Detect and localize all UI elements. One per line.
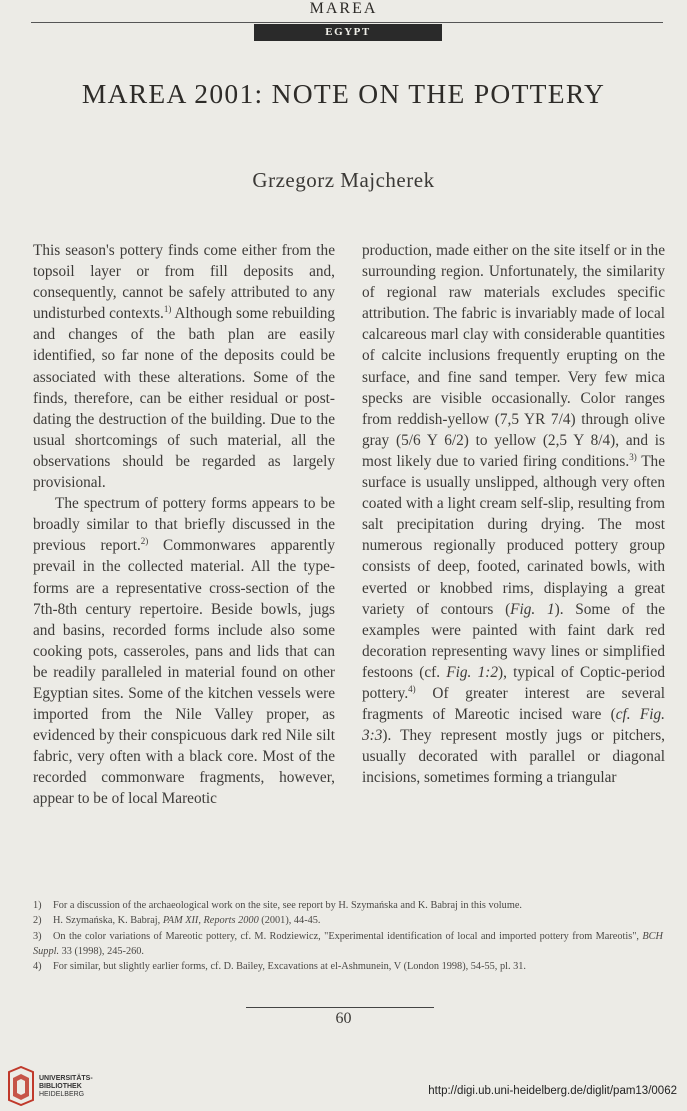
library-name-line: UNIVERSITÄTS- xyxy=(39,1075,93,1082)
figure-ref[interactable]: Fig. 1 xyxy=(510,600,555,618)
text-run: ). They represent mostly jugs or pitchers, usually decorated with parallel or diagonal incisions, sometimes forming a triangular xyxy=(362,727,665,787)
footnote-text: 33 (1998), 245-260. xyxy=(59,945,144,957)
article-author: Grzegorz Majcherek xyxy=(252,168,435,192)
footnote-text: H. Szymańska, K. Babraj, xyxy=(53,915,163,927)
university-library-logo-icon xyxy=(6,1066,36,1106)
footnote-ref[interactable]: 2) xyxy=(140,536,149,547)
paragraph xyxy=(33,493,335,809)
paragraph xyxy=(33,240,335,493)
library-name xyxy=(39,1075,93,1099)
footnote xyxy=(33,898,663,913)
text-run: Commonwares apparently prevail in the collected material. All the type-forms are a representative cross-section of the 7th-8th century repertoire. Beside bowls, jugs and basins, recorded forms include also some cooking pots, casseroles, pans and lids that can be readily paralleled in material found on other Egyptian sites. Some of the kitchen vessels were imported from the Nile Valley proper, as evidenced by their conspicuous dark red Nile silt fabric, very often with a black core. Most of the recorded commonware fragments, however, appear to be of local Mareotic xyxy=(33,537,335,808)
article-title: MAREA 2001: NOTE ON THE POTTERY xyxy=(81,78,606,109)
page-number: 60 xyxy=(335,1010,352,1027)
footnote-number: 2) xyxy=(33,915,42,927)
footnote-number: 1) xyxy=(33,900,42,911)
text-run: Of greater interest are several fragments of Mareotic incised ware ( xyxy=(362,684,665,724)
footnote xyxy=(33,913,663,928)
footer-rule xyxy=(246,1007,434,1008)
library-name-line: HEIDELBERG xyxy=(39,1091,85,1098)
digital-library-url[interactable]: http://digi.ub.uni-heidelberg.de/diglit/pam13/0062 xyxy=(428,1085,677,1097)
section-band: EGYPT xyxy=(254,24,442,41)
footnote xyxy=(33,929,663,960)
library-logo[interactable] xyxy=(6,1066,126,1106)
footnote-italic: PAM XII, Reports 2000 xyxy=(162,915,259,927)
footnote-ref[interactable]: 1) xyxy=(163,304,172,315)
footnote-text: For a discussion of the archaeological work on the site, see report by H. Szymańska and K. Babraj in this volume. xyxy=(53,900,522,911)
footnotes xyxy=(33,898,663,974)
text-run: The surface is usually unslipped, although very often coated with a light cream self-slip, resulting from salt precipitation during drying. The most numerous regionally produced pottery group consists of deep, footed, carinated bowls, with everted or knobbed rims, displaying a great variety of contours ( xyxy=(362,452,665,618)
body-column-left xyxy=(33,240,335,810)
running-head: MAREA xyxy=(309,0,378,17)
text-run: This season's pottery finds come either from the topsoil layer or from fill deposits and, consequently, cannot be safely attributed to any undisturbed contexts. xyxy=(33,242,335,323)
text-run: ), typical of Coptic-period pottery. xyxy=(362,663,665,702)
text-run: ). Some of the examples were painted with faint dark red decoration representing wavy lines or simplified festoons (cf. xyxy=(362,600,665,681)
footnote-ref[interactable]: 4) xyxy=(408,683,416,694)
footnote-italic: BCH Suppl. xyxy=(33,930,663,957)
library-name-line: BIBLIOTHEK xyxy=(39,1083,82,1090)
header-rule xyxy=(31,22,663,23)
footnote-text: For similar, but slightly earlier forms, cf. D. Bailey, Excavations at el-Ashmunein, V (London 1998), 54-55, pl. 31. xyxy=(53,961,526,973)
footnote-number: 4) xyxy=(33,961,42,973)
body-column-right xyxy=(362,240,665,788)
footnote-text: (2001), 44-45. xyxy=(258,915,321,927)
footnote-text: On the color variations of Mareotic pottery, cf. M. Rodziewicz, "Experimental identification of local and imported pottery from Mareotis", xyxy=(53,930,643,942)
footnote-number: 3) xyxy=(33,930,42,942)
paragraph xyxy=(362,240,665,788)
text-run: The spectrum of pottery forms appears to be broadly similar to that briefly discussed in the previous report. xyxy=(33,495,335,555)
footnote-ref[interactable]: 3) xyxy=(629,451,637,462)
text-run: Although some rebuilding and changes of the bath plan are easily identified, so far none of the deposits could be associated with these alterations. Some of the finds, therefore, can be either residual or post-dating the destruction of the building. Due to the usual shortcomings of such material, all the observations should be regarded as largely provisional. xyxy=(33,305,335,492)
text-run: production, made either on the site itself or in the surrounding region. Unfortunately, the similarity of regional raw materials excludes specific attribution. The fabric is invariably made of local calcareous marl clay with considerable quantities of calcite inclusions frequently erupting on the surface, and fine sand temper. Very few mica specks are visible occasionally. Color ranges from reddish-yellow (7,5 YR 7/4) through olive gray (5/6 Y 6/2) to yellow (2,5 Y 8/4), and is most likely due to varied firing conditions. xyxy=(362,242,665,470)
figure-ref[interactable]: Fig. 1:2 xyxy=(446,663,498,681)
figure-ref[interactable]: cf. Fig. 3:3 xyxy=(362,706,665,745)
footnote xyxy=(33,959,663,974)
